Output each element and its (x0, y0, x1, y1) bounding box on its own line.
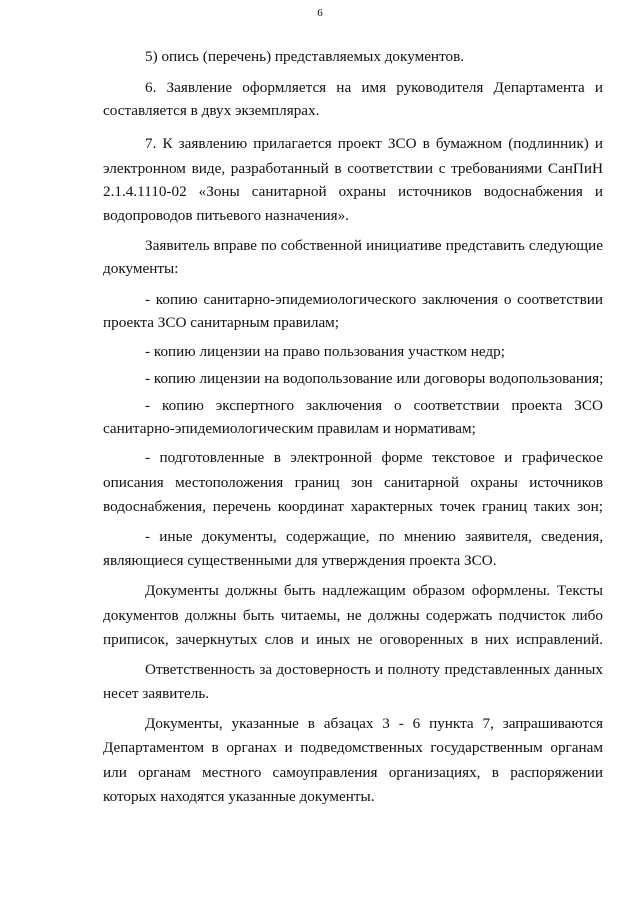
page-number: 6 (317, 7, 323, 19)
list-item-sanitary-conclusion-line-1: - копию санитарно-эпидемиологического заключения о соответствии (145, 291, 603, 308)
paragraph-requested-documents-line-1: Документы, указанные в абзацах 3 - 6 пункта 7, запрашиваются (145, 715, 603, 732)
paragraph-requested-documents-line-3: или органам местного самоуправления организациях, в распоряжении (103, 764, 603, 781)
list-item-electronic-description-line-3: водоснабжения, перечень координат характерных точек границ таких зон; (103, 498, 603, 515)
list-item-other-documents-line-2: являющиеся существенными для утверждения проекта ЗСО. (103, 552, 497, 569)
paragraph-item-6-line-2: составляется в двух экземплярах. (103, 102, 320, 119)
paragraph-responsibility-line-2: несет заявитель. (103, 685, 210, 702)
paragraph-item-7-line-4: водопроводов питьевого назначения». (103, 207, 349, 224)
list-item-other-documents-line-1: - иные документы, содержащие, по мнению заявителя, сведения, (145, 528, 603, 545)
list-item-sanitary-conclusion-line-2: проекта ЗСО санитарным правилам; (103, 314, 340, 331)
paragraph-formatting-line-1: Документы должны быть надлежащим образом оформлены. Тексты (145, 582, 603, 599)
paragraph-requested-documents-line-2: Департаментом в органах и подведомственных государственным органам (103, 739, 603, 756)
paragraph-item-7-line-3: 2.1.4.1110-02 «Зоны санитарной охраны источников водоснабжения и (103, 183, 603, 200)
paragraph-applicant-line-1: Заявитель вправе по собственной инициативе представить следующие (145, 237, 603, 254)
paragraph-formatting-line-3: приписок, зачеркнутых слов и иных не оговоренных в них исправлений. (103, 631, 603, 648)
paragraph-applicant-line-2: документы: (103, 260, 179, 277)
list-item-subsoil-license: - копию лицензии на право пользования участком недр; (145, 343, 505, 360)
list-item-electronic-description-line-2: описания местоположения границ зон санитарной охраны источников (103, 474, 603, 491)
paragraph-item-7-line-1: 7. К заявлению прилагается проект ЗСО в бумажном (подлинник) и (145, 135, 603, 152)
list-item-electronic-description-line-1: - подготовленные в электронной форме текстовое и графическое (145, 449, 603, 466)
paragraph-responsibility-line-1: Ответственность за достоверность и полноту представленных данных (145, 661, 603, 678)
paragraph-item-6-line-1: 6. Заявление оформляется на имя руководителя Департамента и (145, 79, 603, 96)
paragraph-formatting-line-2: документов должны быть читаемы, не должны содержать подчисток либо (103, 607, 603, 624)
paragraph-item-7-line-2: электронном виде, разработанный в соответствии с требованиями СанПиН (103, 160, 603, 177)
list-item-expert-conclusion-line-2: санитарно-эпидемиологическим правилам и нормативам; (103, 420, 476, 437)
list-item-expert-conclusion-line-1: - копию экспертного заключения о соответствии проекта ЗСО (145, 397, 603, 414)
list-item-water-use-license: - копию лицензии на водопользование или договоры водопользования; (145, 370, 604, 387)
paragraph-item-5-line-1: 5) опись (перечень) представляемых документов. (145, 48, 465, 65)
paragraph-requested-documents-line-4: которых находятся указанные документы. (103, 788, 375, 805)
